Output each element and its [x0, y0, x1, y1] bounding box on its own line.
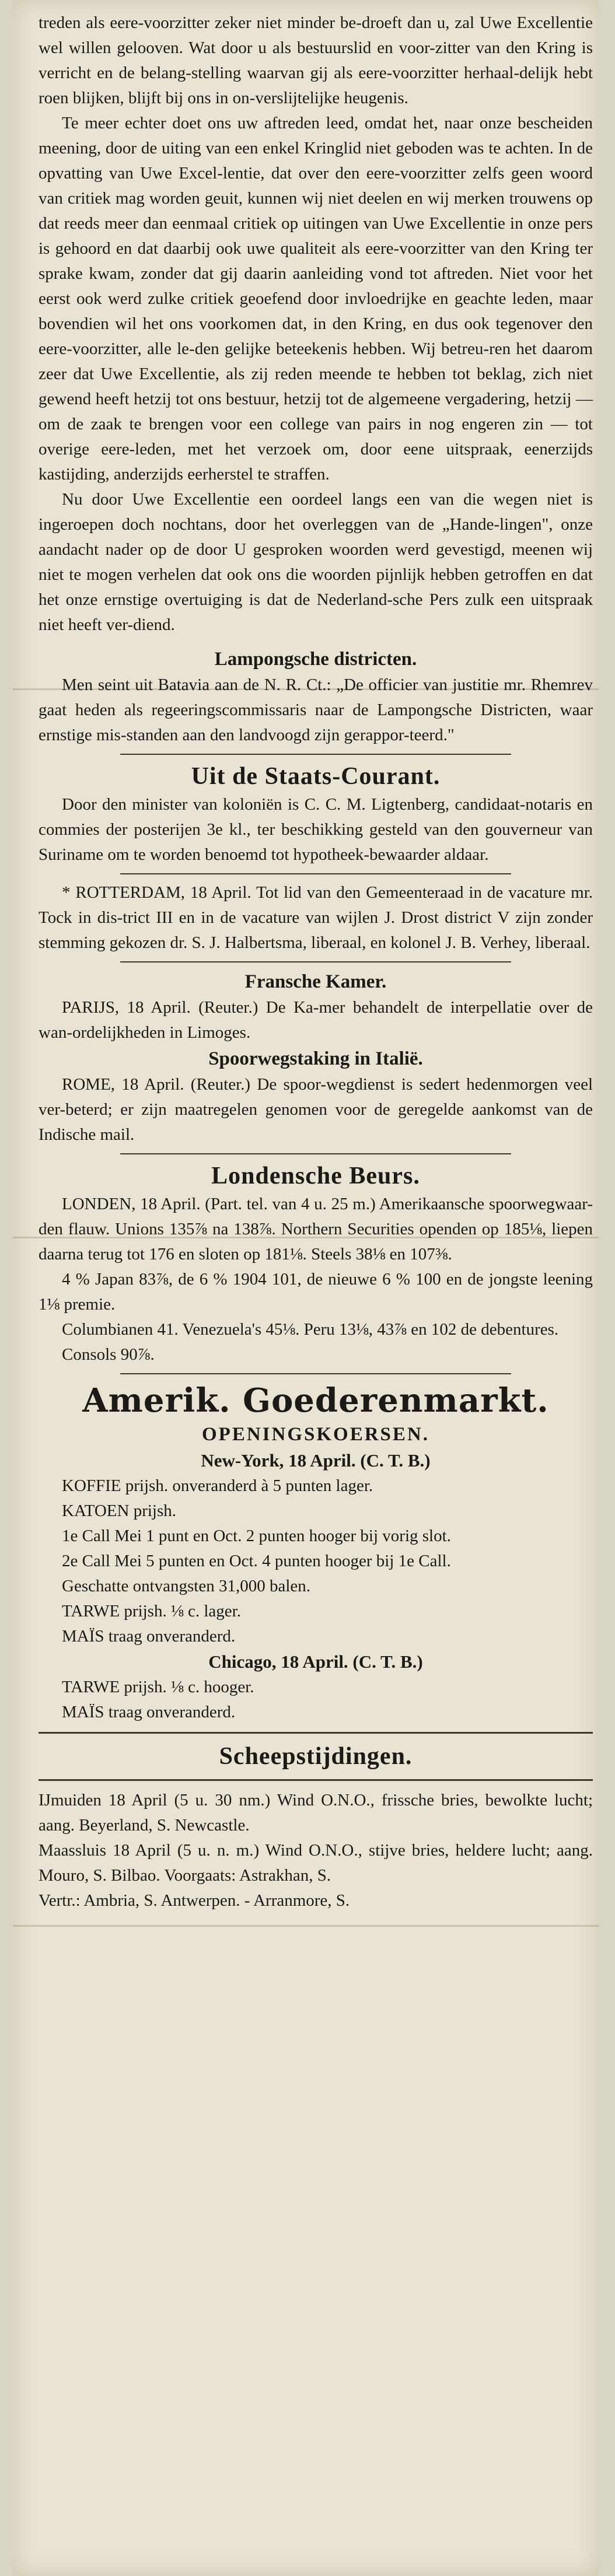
section-heading-fransche: Fransche Kamer. — [244, 971, 387, 992]
market-line: 1e Call Mei 1 punt en Oct. 2 punten hooger bij vorig slot. — [62, 1527, 451, 1545]
market-line: 2e Call Mei 5 punten en Oct. 4 punten hooger bij 1e Call. — [62, 1552, 451, 1570]
section-heading-amerik: Amerik. Goederenmarkt. — [82, 1381, 549, 1420]
market-line: TARWE prijsh. ⅛ c. lager. — [62, 1602, 241, 1620]
newspaper-clipping — [13, 0, 599, 2576]
section-heading-italie: Spoorwegstaking in Italië. — [208, 1048, 423, 1069]
paragraph: ROME, 18 April. (Reuter.) De spoor-wegdienst is sedert hedenmorgen veel ver-beterd; er zijn maatregelen genomen voor de geregelde aankomst van de Indische mail. — [39, 1075, 593, 1144]
paragraph: Te meer echter doet ons uw aftreden leed, omdat het, naar onze bescheiden meening, door de uiting van een enkel Kringlid niet geboden was te achten. In de opvatting van Uwe Excel-lentie, dat over den eere-voorzitter zelfs geen woord van critiek mag worden geuit, kunnen wij niet deelen en wij merken trouwens op dat reeds meer dan eenmaal critiek op uitingen van Uwe Excellentie in onze pers is gehoord en dat daarbij ook uwe qualiteit als eere-voorzitter van den Kring ter sprake kwam, zonder dat gij daarin aanleiding vond tot aftreden. Niet voor het eerst ook werd zulke critiek geoefend door invloedrijke en geachte leden, maar bovendien wil het ons voorkomen dat, in den Kring, en dus ook tegenover den eere-voorzitter, alle le-den gelijke beteekenis hebben. Wij betreu-ren het daarom zeer dat Uwe Excellentie, als zij reden meende te hebben tot beklag, zich niet gewend heeft hetzij tot ons bestuur, hetzij tot de algemeene vergadering, hetzij — om de zaak te brengen voor een college van pairs in nog engeren zin — tot overige eere-leden, met het verzoek om, door eene uitspraak, eenerzijds kastijding, anderzijds eerherstel te straffen. — [39, 114, 593, 484]
divider — [39, 1732, 593, 1734]
market-chicago: Chicago, 18 April. (C. T. B.) — [208, 1651, 423, 1672]
divider — [120, 961, 511, 963]
subheading-openingskoersen: OPENINGSKOERSEN. — [202, 1424, 429, 1445]
market-line: KOFFIE prijsh. onveranderd à 5 punten lager. — [62, 1476, 373, 1495]
fold-line — [13, 1925, 599, 1927]
paragraph: Men seint uit Batavia aan de N. R. Ct.: „De officier van justitie mr. Rhemrev gaat heden als regeeringscommissaris naar de Lampongsche Districten, waar ernstige mis-standen aan den landvoogd zijn gerappor-teerd." — [39, 676, 593, 744]
section-heading-lampong: Lampongsche districten. — [214, 649, 417, 670]
ship-line: IJmuiden 18 April (5 u. 30 nm.) Wind O.N.O., frissche bries, bewolkte lucht; aang. Beyerland, S. Newcastle. — [39, 1791, 593, 1835]
paragraph: Columbianen 41. Venezuela's 45⅛. Peru 13⅛, 43⅞ en 102 de debentures. — [62, 1320, 559, 1339]
paragraph: * ROTTERDAM, 18 April. Tot lid van den Gemeenteraad in de vacature mr. Tock in dis-trict III en in de vacature van wijlen J. Drost district V zijn zonder stemming gekozen dr. S. J. Halbertsma, liberaal, en kolonel J. B. Verhey, liberaal. — [39, 883, 593, 952]
ship-line: Vertr.: Ambria, S. Antwerpen. - Arranmore, S. — [39, 1891, 350, 1910]
paragraph: treden als eere-voorzitter zeker niet minder be-droeft dan u, zal Uwe Excellentie wel willen gelooven. Wat door u als bestuurslid en voor-zitter van den Kring is verricht en de belang-stelling waarvan gij als eere-voorzitter herhaal-delijk hebt roen blijken, blijft bij ons in on-verslijtelijke heugenis. — [39, 13, 593, 107]
market-line: TARWE prijsh. ⅛ c. hooger. — [62, 1678, 254, 1696]
market-line: KATOEN prijsh. — [62, 1502, 177, 1520]
market-line: MAÏS traag onveranderd. — [62, 1627, 236, 1646]
paragraph: Door den minister van koloniën is C. C. M. Ligtenberg, candidaat-notaris en commies der posterijen 3e kl., ter beschikking gesteld van den gouverneur van Suriname om te worden benoemd tot hypotheek-bewaarder aldaar. — [39, 795, 593, 864]
paragraph: Consols 90⅞. — [62, 1345, 155, 1364]
divider — [120, 1153, 511, 1154]
section-heading-staats: Uit de Staats-Courant. — [191, 763, 441, 790]
section-heading-scheeps: Scheepstijdingen. — [219, 1743, 413, 1770]
market-line: Geschatte ontvangsten 31,000 balen. — [62, 1577, 311, 1595]
ship-line: Maassluis 18 April (5 u. n. m.) Wind O.N.O., stijve bries, heldere lucht; aang. Mouro, S. Bilbao. Voorgaats: Astrakhan, S. — [39, 1841, 593, 1885]
paragraph: LONDEN, 18 April. (Part. tel. van 4 u. 25 m.) Amerikaansche spoorwegwaar-den flauw. Unions 135⅞ na 138⅞. Northern Securities openden op 185⅛, liepen daarna terug tot 176 en sloten op 181⅛. Steels 38⅛ en 107⅜. — [39, 1195, 593, 1264]
paragraph: Nu door Uwe Excellentie een oordeel langs een van die wegen niet is ingeroepen doch nochtans, door het overleggen van de „Hande-lingen", onze aandacht nader op de door U gesproken woorden werd gevestigd, meenen wij niet te mogen verhelen dat ook ons die woorden pijnlijk hebben getroffen en dat het onze ernstige overtuiging is dat de Nederland-sche Pers zulk een uitspraak niet heeft ver-diend. — [39, 490, 593, 634]
paragraph: 4 % Japan 83⅞, de 6 % 1904 101, de nieuwe 6 % 100 en de jongste leening 1⅛ premie. — [39, 1270, 593, 1314]
article-column — [39, 0, 593, 1913]
divider — [120, 1373, 511, 1374]
paragraph: PARIJS, 18 April. (Reuter.) De Ka-mer behandelt de interpellatie over de wan-ordelijkheden in Limoges. — [39, 998, 593, 1042]
divider — [120, 754, 511, 755]
market-newyork: New-York, 18 April. (C. T. B.) — [201, 1450, 431, 1471]
divider — [39, 1779, 593, 1781]
divider — [120, 873, 511, 874]
market-line: MAÏS traag onveranderd. — [62, 1703, 236, 1721]
section-heading-londen: Londensche Beurs. — [211, 1163, 420, 1189]
